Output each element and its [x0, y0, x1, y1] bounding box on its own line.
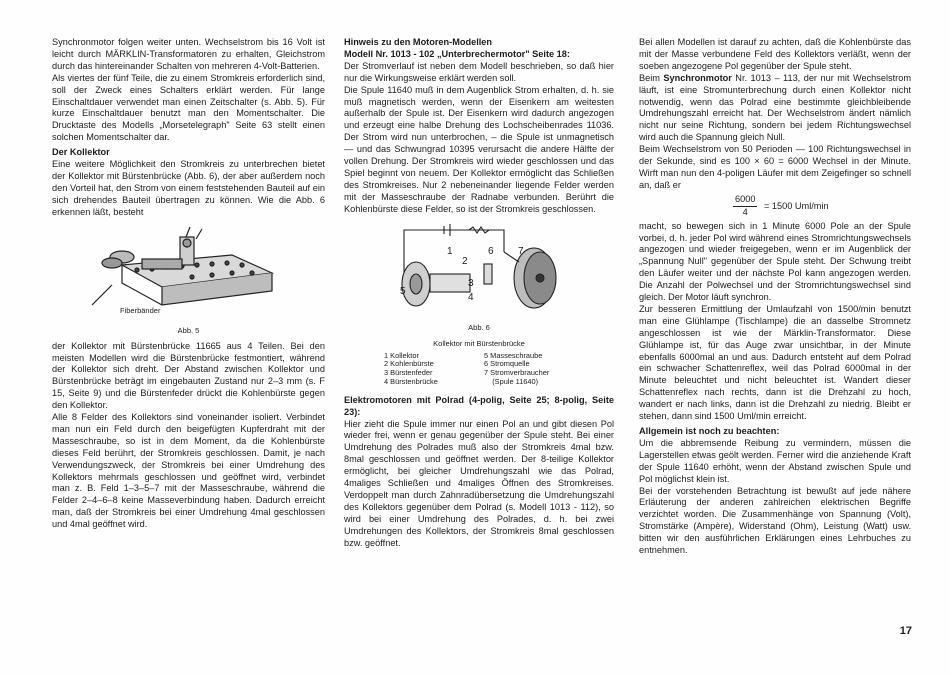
paragraph: Hier zieht die Spule immer nur einen Pol an und gibt diesen Pol wieder frei, wenn er genau gegenüber der Spule steht. Bei einer Umdrehung des Polrades muß also der Stromkreis 4mal bzw. 8mal geschlossen und geöffnet werden. Der 8-teilige Kollektor ermöglicht, bei gleicher Umdrehungszahl wie das Polrad, 4maliges Schließen und 4maliges Öffnen des Stromkreises. Verdoppelt man durch Zahnradübersetzung die Umdrehungszahl des Kollektors gegenüber dem Polrad (s. Modell 1013 - 112), so wird bei einer Umdrehung des Polrades, d. h. bei zwei Umdrehungen des Kollektors, der Stromkreis 8mal geschlossen bzw. geöffnet. [344, 418, 614, 548]
section-heading: Elektromotoren mit Polrad (4-polig, Seite 25; 8-polig, Seite 23): [344, 394, 614, 417]
paragraph: Bei allen Modellen ist darauf zu achten, daß die Kohlenbürste das mit der Masse verbundene Feld des Kollektors verläßt, wenn der soeben angezogene Pol gegenüber der Spule steht. [639, 37, 911, 71]
section-heading: Der Kollektor [52, 147, 110, 158]
legend-item: 4 Bürstenbrücke [384, 376, 438, 386]
legend-item: 1 Kollektor [384, 350, 419, 360]
section-heading: Hinweis zu den Motoren-Modellen [344, 37, 493, 47]
legend-item: 6 Stromquelle [484, 359, 530, 369]
legend-item: (Spule 11640) [484, 376, 539, 386]
diagram-number: 4 [468, 291, 474, 303]
page-number: 17 [899, 625, 912, 637]
paragraph: Die Spule 11640 muß in dem Augenblick Strom erhalten, d. h. sie muß magnetisch werden, wenn der Eisenkern am weitesten außerhalb der Spule ist. Der Eisenkern wird dadurch angezogen und erzeugt eine halbe Drehung des Lochscheibenrades 11036. Der Strom wird nun unterbrochen, – die Spule ist unmagnetisch — und das Schwungrad 10395 verursacht die andere Hälfte der vollen Drehung. Der Stromkreis wird wieder geschlossen und das Spiel beginnt von neuem. Der Kollektor ermöglicht das Schließen des Stromkreises. Nur 2 nebeneinander liegende Felder werden mit der Masseschraube der Radnabe verbunden. Berührt die Kohlenbürste diese Felder, so ist der Stromkreis geschlossen. [344, 84, 614, 214]
legend-item: 5 Masseschraube [484, 350, 543, 360]
text-run: Nr. 1013 – 113, der nur mit Wechselstrom läuft, ist eine Stromunterbrechung durch einen Kollektor nicht notwendig, wenn das Polrad eine bestimmte gleichbleibende Umdrehungszahl erreicht hat. Der Wechselstrom ändert nämlich nicht nur seine Richtung, sondern bei jedem Richtungswechsel wird auch die Spannung gleich Null. [639, 72, 911, 143]
legend-item: 2 Kohlenbürste [384, 359, 434, 369]
section-subheading: Modell Nr. 1013 - 102 „Unterbrechermotor" Seite 18: [344, 48, 570, 59]
paragraph: Bei der vorstehenden Betrachtung ist bewußt auf jede nähere Erläuterung der anderen zahlreichen elektrischen Begriffe verzichtet worden. Die Zusammenhänge von Spannung (Volt), Stromstärke (Ampère), Widerstand (Ohm), Leistung (Watt) usw. bitten wir den ausführlichen Erklärungen eines Lehrbuches zu entnehmen. [639, 485, 911, 556]
time-switch-illustration [52, 225, 325, 321]
paragraph: Als viertes der fünf Teile, die zu einem Stromkreis erforderlich sind, soll der Zweck eines Schalters erklärt werden. Für lange Einschaltdauer verwendet man einen Zeitschalter (s. Abb. 5). Für kurze Einschaltdauer benutzt man den Momentschalter. Die Drucktaste des Modells „Morsetelegraph" Seite 63 stellt einen solchen Momentschalter dar. [52, 72, 325, 143]
formula [639, 194, 911, 219]
fraction [733, 194, 757, 219]
paragraph: der Kollektor mit Bürstenbrücke 11665 aus 4 Teilen. Bei den meisten Modellen wird die Bürstenbrücke festmontiert, während der Kollektor sich dreht. Der Abstand zwischen Kollektor und Bürstenbrücke beträgt im eingebauten Zustand nur 2–3 mm (s. F 15, Seite 9) und die Bürstenfeder drückt die Kohlenbürste gegen den Kollektor. [52, 340, 325, 411]
column-right [639, 37, 911, 557]
text-run: Beim [639, 72, 664, 83]
diagram-number: 7 [518, 245, 524, 257]
figure-label-fiberbaender: Fiberbänder [120, 305, 161, 315]
legend-item: 7 Stromverbraucher [484, 368, 550, 378]
diagram-number: 6 [488, 245, 494, 257]
figure-caption: Abb. 6 [468, 322, 490, 332]
column-middle [344, 37, 614, 549]
legend-item: 3 Bürstenfeder [384, 368, 433, 378]
diagram-number: 2 [462, 255, 468, 267]
denominator: 4 [742, 206, 748, 217]
diagram-number: 3 [468, 277, 474, 289]
figure-caption: Abb. 5 [177, 325, 200, 335]
section-heading: Allgemein ist noch zu beachten: [639, 426, 780, 436]
figure-abb6 [344, 222, 614, 334]
legend-title: Kollektor mit Bürstenbrücke [433, 338, 525, 348]
paragraph: Zur besseren Ermittlung der Umlaufzahl von 1500/min benutzt man eine Glühlampe (Tischlampe) die an dasselbe Stromnetz angeschlossen ist wie der Märklin-Transformator. Diese Glühlampe ist, für das Auge zwar unsichtbar, in der Minute ebenfalls 6000mal an und aus. Dadurch entsteht auf dem Polrad ein schwacher Schattenreflex, weil das Polrad 6000mal in der Minute beleuchtet und nicht beleuchtet ist. Wandert dieser Schattenreflex nach rechts, dann ist die Drehzahl zu hoch, wandert er nach links, dann ist die Drehzahl zu niedrig. Bleibt er stehen, dann sind 1500 Uml/min erreicht. [639, 303, 911, 422]
paragraph [639, 73, 911, 144]
diagram-number: 5 [400, 285, 406, 297]
paragraph: Eine weitere Möglichkeit den Stromkreis zu unterbrechen bietet der Kollektor mit Bürstenbrücke (Abb. 6), der aber außerdem noch den Vorteil hat, den Strom von einem feststehenden Bauteil auf ein sich drehendes Bauteil übertragen zu können. Wie die Abb. 6 erkennen läßt, besteht [52, 159, 325, 217]
paragraph: Um die abbremsende Reibung zu vermindern, müssen die Lagerstellen etwas geölt werden. Ferner wird die anziehende Kraft der Spule 11640 erhöht, wenn der Abstand zwischen Spule und Pol möglichst klein ist. [639, 437, 911, 484]
numerator: 6000 [733, 194, 757, 207]
collector-diagram [344, 222, 614, 322]
diagram-number: 1 [447, 245, 453, 257]
column-left [52, 37, 325, 531]
paragraph: Alle 8 Felder des Kollektors sind voneinander isoliert. Verbindet man nun ein Feld durch den beigefügten Kupferdraht mit der Masseschraube, so ist in dem Moment, da die Kohlenbürste dieses Feld berührt, der Stromkreis geschlossen. Damit, je nach Verwendungszweck, der Stromkreis bei einer Umdrehung des Kollektors mehrmals geschlossen und geöffnet wird, verbindet man z. B. Feld 1–3–5–7 mit der Masseschraube, während die Felder 2–4–6–8 keine Masseverbindung haben. Dadurch erreicht man, daß der Stromkreis bei einer Umdrehung 4mal geschlossen und 4mal geöffnet wird. [52, 412, 325, 530]
figure-legend [384, 352, 584, 387]
paragraph: Der Stromverlauf ist neben dem Modell beschrieben, so daß hier nur die Wirkungsweise erklärt werden soll. [344, 60, 614, 83]
paragraph: Beim Wechselstrom von 50 Perioden — 100 Richtungswechsel in der Sekunde, sind es 100 × 60 = 6000 Wechsel in der Minute. Wirft man nun den 4-poligen Läufer mit dem Zeigefinger so schnell an, daß er [639, 144, 911, 190]
formula-result: = 1500 Uml/min [764, 200, 829, 211]
text-run-bold: Synchronmotor [663, 72, 732, 83]
paragraph: Synchronmotor folgen weiter unten. Wechselstrom bis 16 Volt ist leicht durch MÄRKLIN-Transformatoren zu erhalten, Gleichstrom durch das hintereinander Schalten von mehreren 4-Volt-Batterien. [52, 37, 325, 71]
paragraph: macht, so bewegen sich in 1 Minute 6000 Pole an der Spule vorbei, d. h. jeder Pol wird während eines Stromrichtungswechsels angezogen und wieder freigegeben, wenn er im Augenblick der „Spannung Null" gegenüber der Spule steht. Der Schwung treibt den Läufer weiter und der nächste Pol kann angezogen werden. Die Anzahl der Polwechsel und der Stromrichtungswechsel sind gleich. Der Motor läuft synchron. [639, 220, 911, 303]
figure-abb5 [52, 225, 325, 337]
